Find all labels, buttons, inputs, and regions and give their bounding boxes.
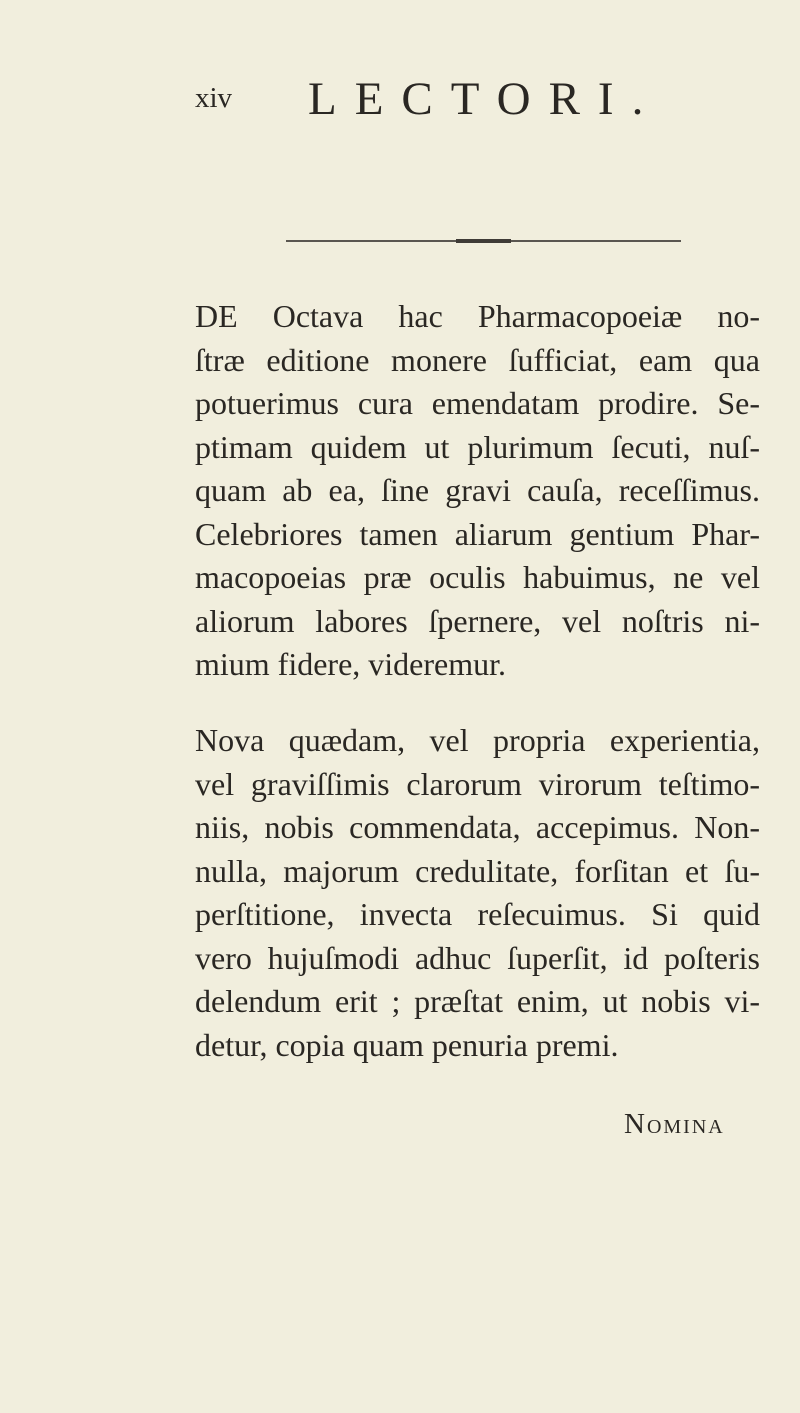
page-header [195, 72, 755, 125]
text-line: macopoeias præ oculis habuimus, ne vel [195, 559, 760, 595]
ornamental-rule [286, 240, 681, 242]
paragraph-1 [195, 295, 760, 687]
running-title: LECTORI. [308, 73, 662, 125]
text-line: nulla, majorum credulitate, forſitan et ſu- [195, 852, 760, 889]
text-line: potuerimus cura emendatam prodire. Se- [195, 385, 760, 421]
text-line: vel graviſſimis clarorum virorum teſtimo- [195, 765, 760, 802]
text-line: ſtræ editione monere ſufficiat, eam qua [195, 341, 760, 378]
text-line: aliorum labores ſpernere, vel noſtris ni- [195, 602, 760, 639]
text-line: quam ab ea, ſine gravi cauſa, receſſimus. [195, 472, 760, 508]
text-line: ptimam quidem ut plurimum ſecuti, nuſ- [195, 428, 760, 465]
text-line: Nova quædam, vel propria experientia, [195, 722, 760, 758]
text-line: detur, copia quam penuria premi. [195, 1026, 619, 1063]
paragraph-2 [195, 719, 760, 1067]
text-line: vero hujuſmodi adhuc ſuperſit, id poſteris [195, 939, 760, 976]
page-number: xiv [195, 82, 233, 114]
catchword: Nomina [624, 1108, 725, 1140]
text-line: niis, nobis commendata, accepimus. Non- [195, 809, 760, 845]
text-line: perſtitione, invecta reſecuimus. Si quid [195, 896, 760, 932]
text-line: Celebriores tamen aliarum gentium Phar- [195, 515, 760, 552]
text-line: DE Octava hac Pharmacopoeiæ no- [195, 298, 760, 334]
text-line: delendum erit ; præſtat enim, ut nobis vi- [195, 983, 760, 1019]
text-line: mium fidere, videremur. [195, 646, 507, 682]
